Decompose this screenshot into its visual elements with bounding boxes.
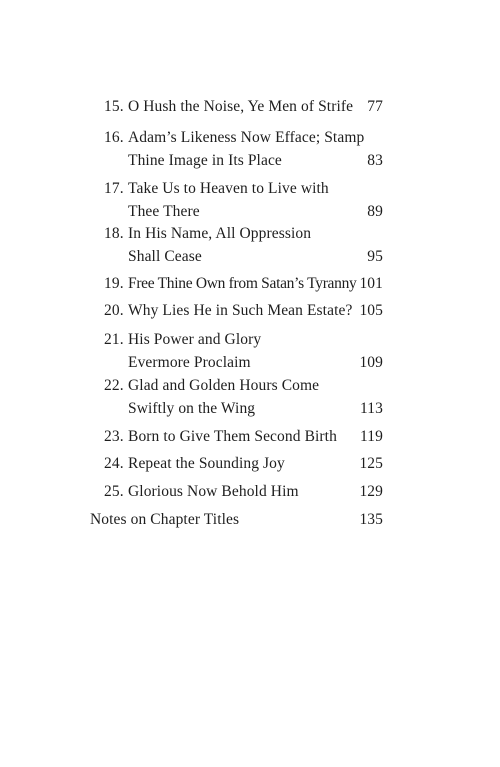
toc-entry-page: 109 — [359, 354, 383, 371]
toc-entry-20 — [104, 299, 383, 322]
toc-entry-title: Glorious Now Behold Him — [128, 483, 299, 500]
toc-entry-title-line-2: Evermore Proclaim — [128, 354, 251, 371]
toc-entry-page: 125 — [359, 455, 383, 472]
toc-entry-number: 20. — [104, 302, 124, 319]
toc-entry-page: 129 — [359, 483, 383, 500]
toc-entry-23 — [104, 425, 383, 448]
toc-entry-title: Notes on Chapter Titles — [90, 511, 240, 528]
toc-entry-page: 113 — [360, 400, 383, 417]
toc-entry-number: 19. — [104, 275, 124, 292]
toc-entry-number: 25. — [104, 483, 124, 500]
toc-entry-number: 23. — [104, 428, 124, 445]
toc-entry-title: O Hush the Noise, Ye Men of Strife — [128, 98, 354, 115]
toc-entry-15 — [104, 95, 383, 118]
toc-entry-title-line-2: Thine Image in Its Place — [128, 152, 282, 169]
toc-entry-24 — [104, 452, 383, 475]
toc-entry-title-line-1: His Power and Glory — [128, 331, 262, 348]
toc-entry-17 — [104, 177, 383, 223]
toc-entry-page: 95 — [367, 248, 383, 265]
toc-entry-title-line-1: Take Us to Heaven to Live with — [128, 180, 329, 197]
toc-entry-title: Repeat the Sounding Joy — [128, 455, 285, 472]
toc-entry-25 — [104, 480, 383, 503]
toc-entry-notes — [90, 508, 383, 531]
toc-entry-22 — [104, 374, 383, 420]
toc-entry-number: 18. — [104, 225, 124, 242]
toc-entry-page: 135 — [359, 511, 383, 528]
toc-entry-title-line-2: Shall Cease — [128, 248, 202, 265]
toc-entry-16 — [104, 126, 383, 172]
toc-entry-page: 89 — [367, 203, 383, 220]
toc-entry-number: 17. — [104, 180, 124, 197]
toc-entry-number: 22. — [104, 377, 124, 394]
toc-entry-number: 16. — [104, 129, 124, 146]
toc-entry-title-line-1: In His Name, All Oppression — [128, 225, 312, 242]
toc-entry-title-line-1: Adam’s Likeness Now Efface; Stamp — [128, 129, 365, 146]
toc-entry-title-line-2: Swiftly on the Wing — [128, 400, 256, 417]
toc-entry-19 — [104, 272, 383, 295]
toc-entry-title-line-2: Thee There — [128, 203, 200, 220]
toc-entry-number: 21. — [104, 331, 124, 348]
toc-entry-page: 77 — [367, 98, 383, 115]
toc-entry-title: Why Lies He in Such Mean Estate? — [128, 302, 353, 319]
toc-entry-title: Free Thine Own from Satan’s Tyranny — [128, 275, 357, 292]
toc-entry-page: 119 — [360, 428, 383, 445]
toc-entry-21 — [104, 328, 383, 374]
toc-entry-number: 24. — [104, 455, 124, 472]
toc-entry-title: Born to Give Them Second Birth — [128, 428, 337, 445]
toc-entry-page: 105 — [359, 302, 383, 319]
toc-entry-title-line-1: Glad and Golden Hours Come — [128, 377, 320, 394]
toc-entry-page: 83 — [367, 152, 383, 169]
toc-entry-number: 15. — [104, 98, 124, 115]
toc-entry-page: 101 — [359, 275, 383, 292]
toc-entry-18 — [104, 222, 383, 268]
